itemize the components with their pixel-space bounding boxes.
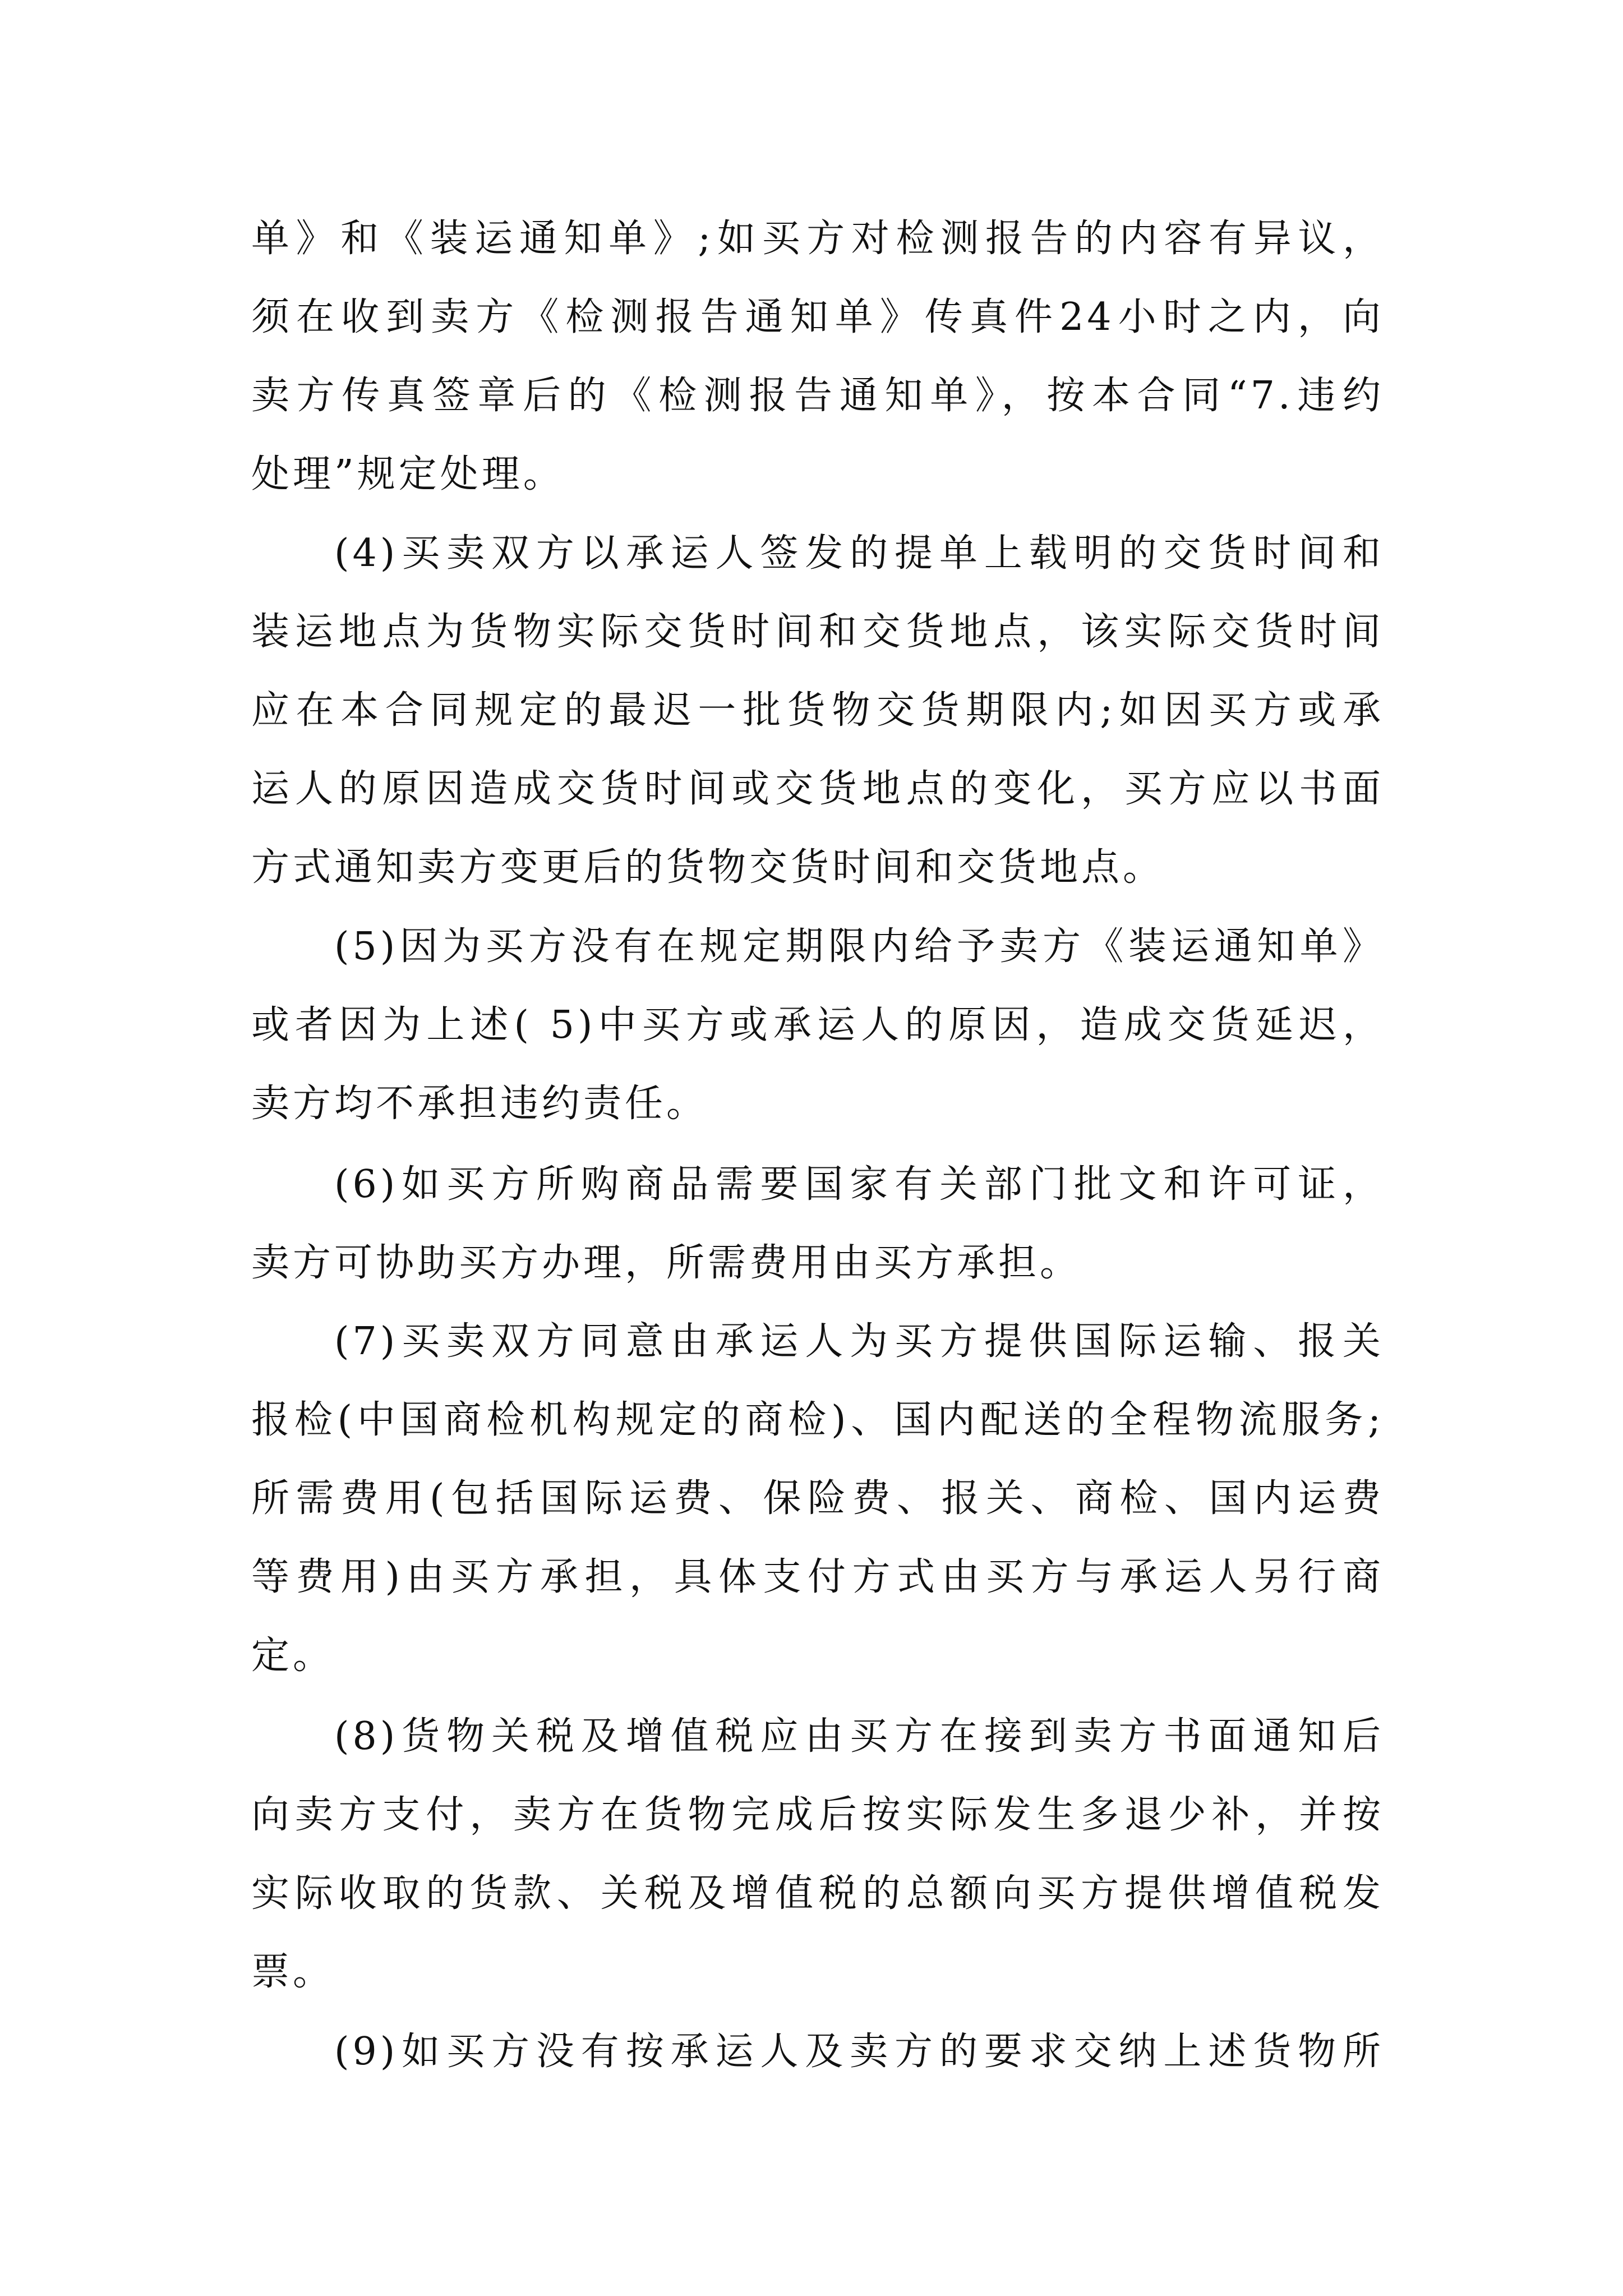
text-line: 所需费用(包括国际运费、保险费、报关、商检、国内运费: [251, 1476, 1384, 1521]
text-line: 报检(中国商检机构规定的商检)、国内配送的全程物流服务;: [251, 1398, 1384, 1442]
paragraph-9-first-line: (9)如买方没有按承运人及卖方的要求交纳上述货物所: [334, 2030, 1384, 2074]
text-line: 装运地点为货物实际交货时间和交货地点，该实际交货时间: [251, 610, 1384, 654]
text-line: 方式通知卖方变更后的货物交货时间和交货地点。: [251, 845, 1165, 890]
paragraph-7-first-line: (7)买卖双方同意由承运人为买方提供国际运输、报关: [334, 1319, 1384, 1364]
text-line: 单》和《装运通知单》;如买方对检测报告的内容有异议，: [251, 217, 1384, 261]
text-line: 等费用)由买方承担，具体支付方式由买方与承运人另行商: [251, 1555, 1384, 1599]
text-line: 卖方传真签章后的《检测报告通知单》，按本合同“7.违约: [251, 374, 1384, 418]
paragraph-4-first-line: (4)买卖双方以承运人签发的提单上载明的交货时间和: [334, 531, 1384, 576]
text-line: 票。: [251, 1950, 335, 1994]
text-line: 向卖方支付，卖方在货物完成后按实际发生多退少补，并按: [251, 1793, 1384, 1837]
text-line: 定。: [251, 1634, 335, 1678]
paragraph-6-first-line: (6)如买方所购商品需要国家有关部门批文和许可证，: [334, 1162, 1384, 1207]
text-line: 处理”规定处理。: [251, 452, 565, 496]
paragraph-8-first-line: (8)货物关税及增值税应由买方在接到卖方书面通知后: [334, 1714, 1384, 1759]
text-line: 卖方可协助买方办理，所需费用由买方承担。: [251, 1241, 1082, 1285]
text-line: 应在本合同规定的最迟一批货物交货期限内;如因买方或承: [251, 688, 1384, 733]
text-line: 须在收到卖方《检测报告通知单》传真件24小时之内，向: [251, 295, 1384, 339]
text-line: 运人的原因造成交货时间或交货地点的变化，买方应以书面: [251, 767, 1384, 811]
paragraph-5-first-line: (5)因为买方没有在规定期限内给予卖方《装运通知单》: [334, 924, 1384, 969]
text-line: 实际收取的货款、关税及增值税的总额向买方提供增值税发: [251, 1871, 1384, 1916]
text-line: 卖方均不承担违约责任。: [251, 1082, 708, 1126]
text-line: 或者因为上述( 5)中买方或承运人的原因，造成交货延迟，: [251, 1003, 1384, 1047]
